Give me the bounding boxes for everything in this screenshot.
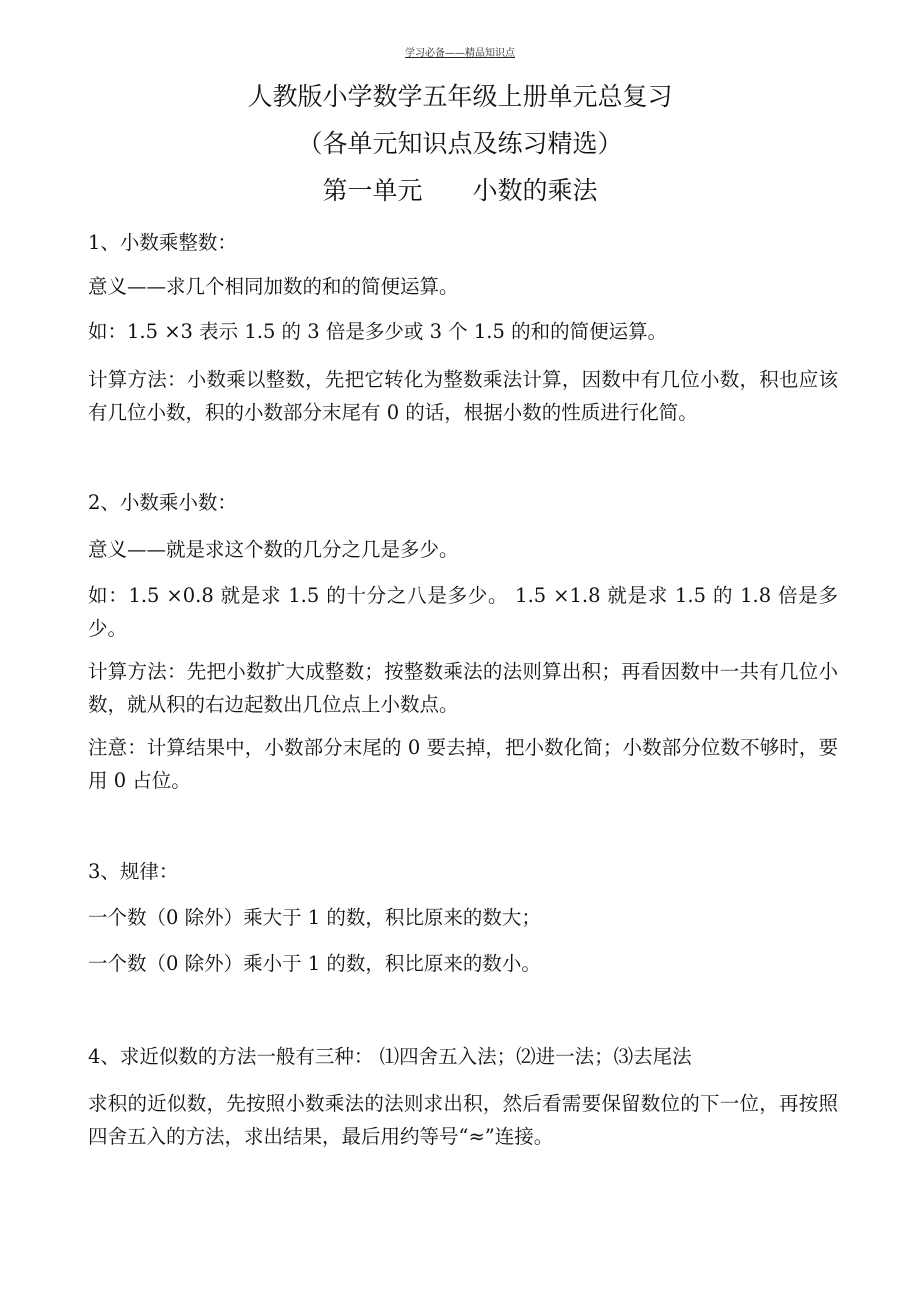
header-note-text: 学习必备——精品知识点 xyxy=(405,48,515,59)
section-1-heading: 1、小数乘整数： xyxy=(88,231,237,254)
section-4-method: 求积的近似数，先按照小数乘法的法则求出积，然后看需要保留数位的下一位，再按照四舍五入的方法，求出结果，最后用约等号“≈”连接。 xyxy=(88,1092,838,1148)
section-3-heading: 3、规律： xyxy=(88,860,179,883)
section-2-heading: 2、小数乘小数： xyxy=(88,491,237,514)
section-1-meaning: 意义——求几个相同加数的和的简便运算。 xyxy=(88,275,459,298)
section-2-note: 注意：计算结果中，小数部分末尾的 0 要去掉，把小数化简；小数部分位数不够时，要用 0 占位。 xyxy=(88,736,838,792)
header-note xyxy=(0,44,920,59)
section-2-meaning: 意义——就是求这个数的几分之几是多少。 xyxy=(88,538,459,561)
unit-title: 第一单元 小数的乘法 xyxy=(322,176,598,205)
section-3-rule-2: 一个数（0 除外）乘小于 1 的数，积比原来的数小。 xyxy=(88,952,541,975)
section-4-heading: 4、求近似数的方法一般有三种： ⑴四舍五入法；⑵进一法；⑶去尾法 xyxy=(88,1045,692,1068)
document-title: 人教版小学数学五年级上册单元总复习 xyxy=(247,82,673,111)
document-subtitle: （各单元知识点及练习精选） xyxy=(297,129,623,158)
section-1-example: 如：1.5 ×3 表示 1.5 的 3 倍是多少或 3 个 1.5 的和的简便运算。 xyxy=(88,320,668,343)
section-1-method: 计算方法：小数乘以整数，先把它转化为整数乘法计算，因数中有几位小数，积也应该有几位小数，积的小数部分末尾有 0 的话，根据小数的性质进行化简。 xyxy=(88,368,838,424)
section-2-example: 如：1.5 ×0.8 就是求 1.5 的十分之八是多少。 1.5 ×1.8 就是求 1.5 的 1.8 倍是多少。 xyxy=(88,584,838,640)
section-3-rule-1: 一个数（0 除外）乘大于 1 的数，积比原来的数大； xyxy=(88,906,541,929)
section-2-method: 计算方法：先把小数扩大成整数；按整数乘法的法则算出积；再看因数中一共有几位小数，就从积的右边起数出几位点上小数点。 xyxy=(88,660,838,716)
